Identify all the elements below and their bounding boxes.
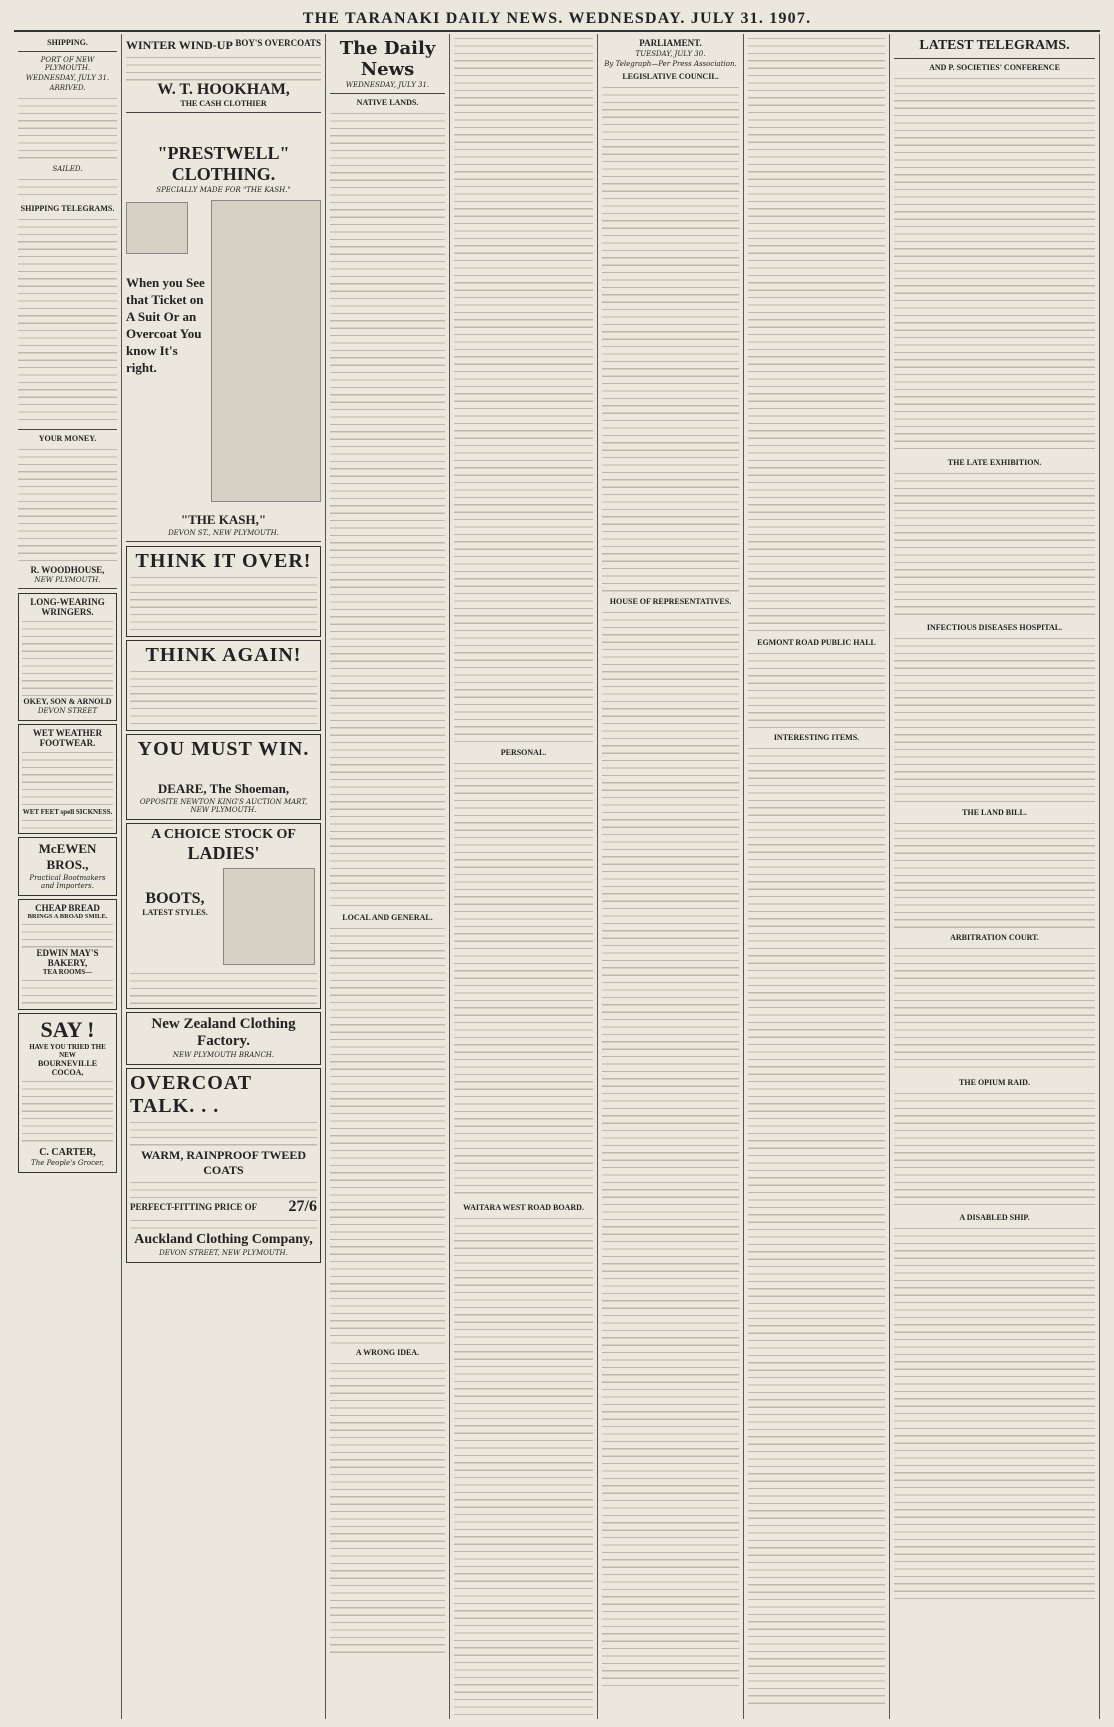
egmont-hall-heading: EGMONT ROAD PUBLIC HALL <box>757 638 876 647</box>
mcewen-subtitle: Practical Bootmakers and Importers. <box>29 874 106 890</box>
conference-heading: AND P. SOCIETIES' CONFERENCE <box>929 63 1060 72</box>
mcewen-name: McEWEN BROS., <box>38 841 97 872</box>
wringers-title: LONG-WEARING WRINGERS. <box>30 597 105 617</box>
port-date: WEDNESDAY, JULY 31. <box>25 74 110 82</box>
arbitration-court-heading: ARBITRATION COURT. <box>950 933 1039 942</box>
auckland-address: DEVON STREET, NEW PLYMOUTH. <box>159 1249 288 1257</box>
man-in-overcoat-illustration <box>211 200 321 502</box>
column-telegrams <box>890 34 1100 1719</box>
think-again-title: THINK AGAIN! <box>145 644 302 666</box>
column-parliament <box>598 34 744 1719</box>
wrong-idea-heading: A WRONG IDEA. <box>355 1348 420 1357</box>
arrived-heading: ARRIVED. <box>49 84 86 92</box>
carter-name: C. CARTER, <box>39 1147 96 1158</box>
must-win-title: YOU MUST WIN. <box>137 738 310 760</box>
tea-rooms-text: TEA ROOMS— <box>42 968 93 976</box>
ladies-boot-illustration <box>223 868 315 965</box>
cocoa-ad <box>18 1013 117 1173</box>
warm-coats-title: WARM, RAINPROOF TWEED COATS <box>140 1148 306 1177</box>
cash-clothier: THE CASH CLOTHIER <box>180 99 267 108</box>
kash-address: DEVON ST., NEW PLYMOUTH. <box>168 529 279 537</box>
opium-raid-heading: THE OPIUM RAID. <box>959 1078 1030 1087</box>
latest-telegrams-heading: LATEST TELEGRAMS. <box>919 38 1070 53</box>
native-lands-heading: NATIVE LANDS. <box>356 98 419 107</box>
column-editorial <box>326 34 450 1719</box>
interesting-items-heading: INTERESTING ITEMS. <box>773 733 860 742</box>
say-title: SAY ! <box>40 1017 95 1042</box>
house-representatives-heading: HOUSE OF REPRESENTATIVES. <box>609 597 732 606</box>
land-bill-heading: THE LAND BILL. <box>962 808 1027 817</box>
local-general-heading: LOCAL AND GENERAL. <box>342 913 433 922</box>
shipping-telegrams-heading: SHIPPING TELEGRAMS. <box>20 204 115 213</box>
column-news-3 <box>744 34 890 1719</box>
winter-title: WINTER WIND-UP <box>126 38 233 52</box>
tried-text: HAVE YOU TRIED THE NEW <box>29 1043 106 1059</box>
hookham-name: W. T. HOOKHAM, <box>157 81 290 98</box>
personal-heading: PERSONAL. <box>500 748 547 757</box>
mcewen-ad <box>18 837 117 896</box>
nz-branch: NEW PLYMOUTH BRANCH. <box>172 1051 275 1059</box>
your-money-heading: YOUR MONEY. <box>38 434 97 443</box>
column-ads <box>122 34 326 1719</box>
carter-subtitle: The People's Grocer, <box>31 1159 104 1167</box>
wet-feet-text: WET FEET spell SICKNESS. <box>22 808 113 816</box>
bread-smile-text: BRINGS A BROAD SMILE. <box>27 913 108 920</box>
waitara-heading: WAITARA WEST ROAD BOARD. <box>463 1203 584 1212</box>
daily-news-logo: The Daily News <box>339 38 436 80</box>
hospital-heading: INFECTIOUS DISEASES HOSPITAL. <box>926 623 1063 632</box>
prestwell-special: SPECIALLY MADE FOR "THE KASH." <box>156 186 291 194</box>
boys-title: BOY'S OVERCOATS <box>235 38 321 48</box>
woodhouse-location: NEW PLYMOUTH. <box>34 576 101 584</box>
cocoa-title: BOURNEVILLE COCOA, <box>37 1059 98 1077</box>
wet-weather-ad <box>18 724 117 834</box>
price-label: PERFECT-FITTING PRICE OF <box>130 1202 258 1212</box>
shipping-heading: SHIPPING. <box>47 38 88 47</box>
bread-ad <box>18 899 117 1010</box>
boots-title: BOOTS, <box>145 890 205 907</box>
ladies-title: LADIES' <box>187 843 260 863</box>
kash-name: "THE KASH," <box>180 512 267 527</box>
deare-name: DEARE, The Shoeman, <box>157 781 290 796</box>
nz-clothing-title: New Zealand Clothing Factory. <box>151 1016 296 1049</box>
okey-street: DEVON STREET <box>37 707 98 715</box>
price-value: 27/6 <box>288 1198 317 1215</box>
legislative-council-heading: LEGISLATIVE COUNCIL. <box>622 72 719 81</box>
editorial-date: WEDNESDAY, JULY 31. <box>345 81 430 89</box>
choice-stock-title: A CHOICE STOCK OF <box>151 827 296 842</box>
masthead <box>14 8 1100 32</box>
latest-styles: LATEST STYLES. <box>142 908 208 917</box>
ticket-text: When you See that Ticket on A Suit Or an Overcoat You know It's right. <box>126 275 205 375</box>
edwin-may-name: EDWIN MAY'S BAKERY, <box>36 948 99 968</box>
wet-weather-title: WET WEATHER FOOTWEAR. <box>32 728 103 748</box>
price-ticket <box>126 202 188 254</box>
cheap-bread-title: CHEAP BREAD <box>35 903 100 913</box>
prestwell-title: "PRESTWELL" CLOTHING. <box>157 143 290 184</box>
port-heading: PORT OF NEW PLYMOUTH. <box>40 56 95 72</box>
column-news-2 <box>450 34 598 1719</box>
parliament-date: TUESDAY, JULY 30. <box>635 50 706 58</box>
column-shipping <box>14 34 122 1719</box>
parliament-heading: PARLIAMENT. <box>639 38 702 48</box>
newspaper-title: THE TARANAKI DAILY NEWS. WEDNESDAY. JULY 31. 1907. <box>302 10 812 27</box>
late-exhibition-heading: THE LATE EXHIBITION. <box>947 458 1042 467</box>
disabled-ship-heading: A DISABLED SHIP. <box>959 1213 1030 1222</box>
auckland-title: Auckland Clothing Company, <box>134 1232 313 1247</box>
okey-name: OKEY, SON & ARNOLD <box>23 697 112 706</box>
overcoat-talk-title: OVERCOAT TALK. . . <box>130 1072 252 1117</box>
deare-subtitle: OPPOSITE NEWTON KING'S AUCTION MART, NEW PLYMOUTH. <box>139 798 308 814</box>
press-association-line: By Telegraph—Per Press Association. <box>604 60 737 68</box>
wringers-ad <box>18 593 117 721</box>
sailed-heading: SAILED. <box>52 165 83 173</box>
woodhouse-name: R. WOODHOUSE, <box>30 565 105 575</box>
think-it-over-title: THINK IT OVER! <box>135 550 312 572</box>
